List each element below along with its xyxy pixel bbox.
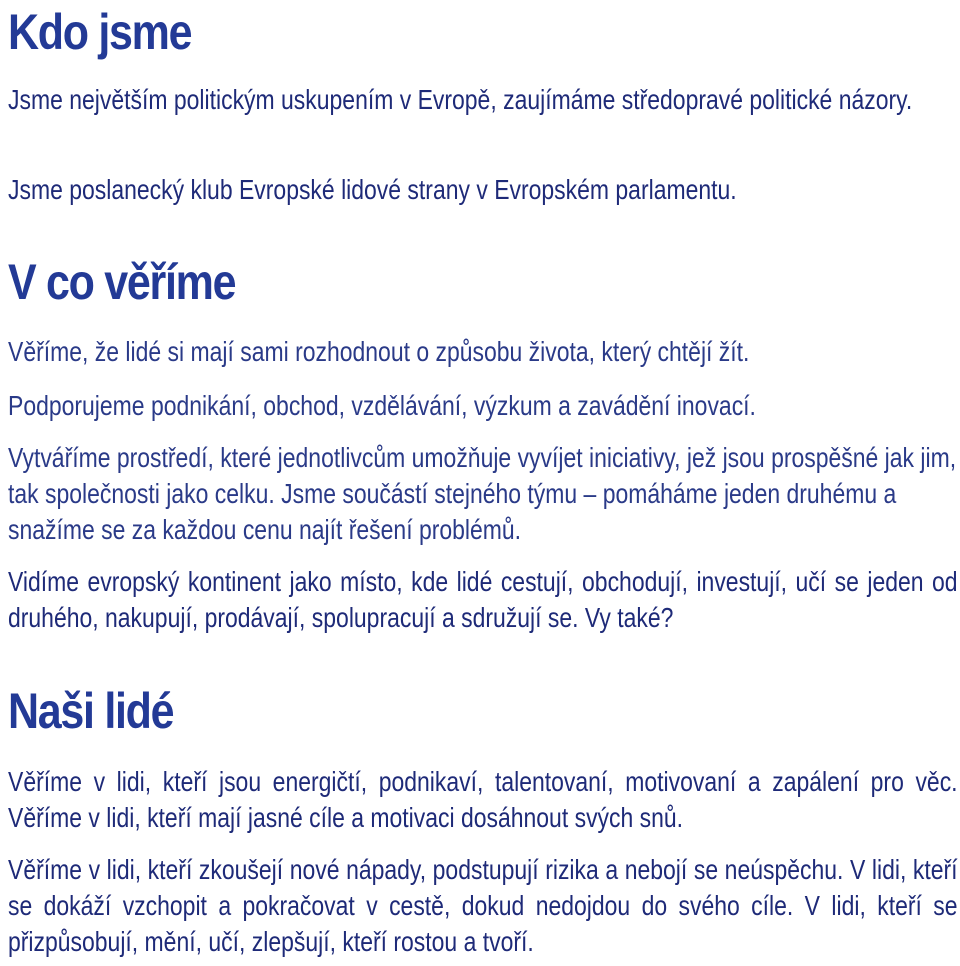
paragraph-who-2: Jsme poslanecký klub Evropské lidové strany v Evropském parlamentu. — [8, 174, 737, 205]
paragraph-believe-1: Věříme, že lidé si mají sami rozhodnout o způsobu života, který chtějí žít. — [8, 336, 750, 367]
heading-who-we-are: Kdo jsme — [8, 4, 192, 60]
paragraph-who-1: Jsme největším politickým uskupením v Evropě, zaujímáme středopravé politické názory. — [8, 84, 913, 115]
heading-our-people: Naši lidé — [8, 683, 174, 739]
paragraph-believe-3: Vytváříme prostředí, které jednotlivcům umožňuje vyvíjet iniciativy, jež jsou prospěšné jak jim, tak společnosti jako celku. Jsme součástí stejného týmu – pomáháme jeden druhému a snažíme se za každou cenu najít řešení problémů. — [8, 442, 957, 545]
paragraph-believe-4: Vidíme evropský kontinent jako místo, kde lidé cestují, obchodují, investují, učí se jeden od druhého, nakupují, prodávají, spolupracují a sdružují se. Vy také? — [8, 566, 958, 633]
paragraph-people-1: Věříme v lidi, kteří jsou energičtí, podnikaví, talentovaní, motivovaní a zapálení pro věc. Věříme v lidi, kteří mají jasné cíle a motivaci dosáhnout svých snů. — [8, 766, 958, 833]
heading-what-we-believe: V co věříme — [8, 254, 236, 310]
paragraph-people-2: Věříme v lidi, kteří zkoušejí nové nápady, podstupují rizika a nebojí se neúspěchu. V lidi, kteří se dokáží vzchopit a pokračovat v cestě, dokud nedojdou do svého cíle. V lidi, kteří se přizpůsobují, mění, učí, zlepšují, kteří rostou a tvoří. — [8, 854, 958, 957]
paragraph-believe-2: Podporujeme podnikání, obchod, vzdělávání, výzkum a zavádění inovací. — [8, 390, 756, 421]
